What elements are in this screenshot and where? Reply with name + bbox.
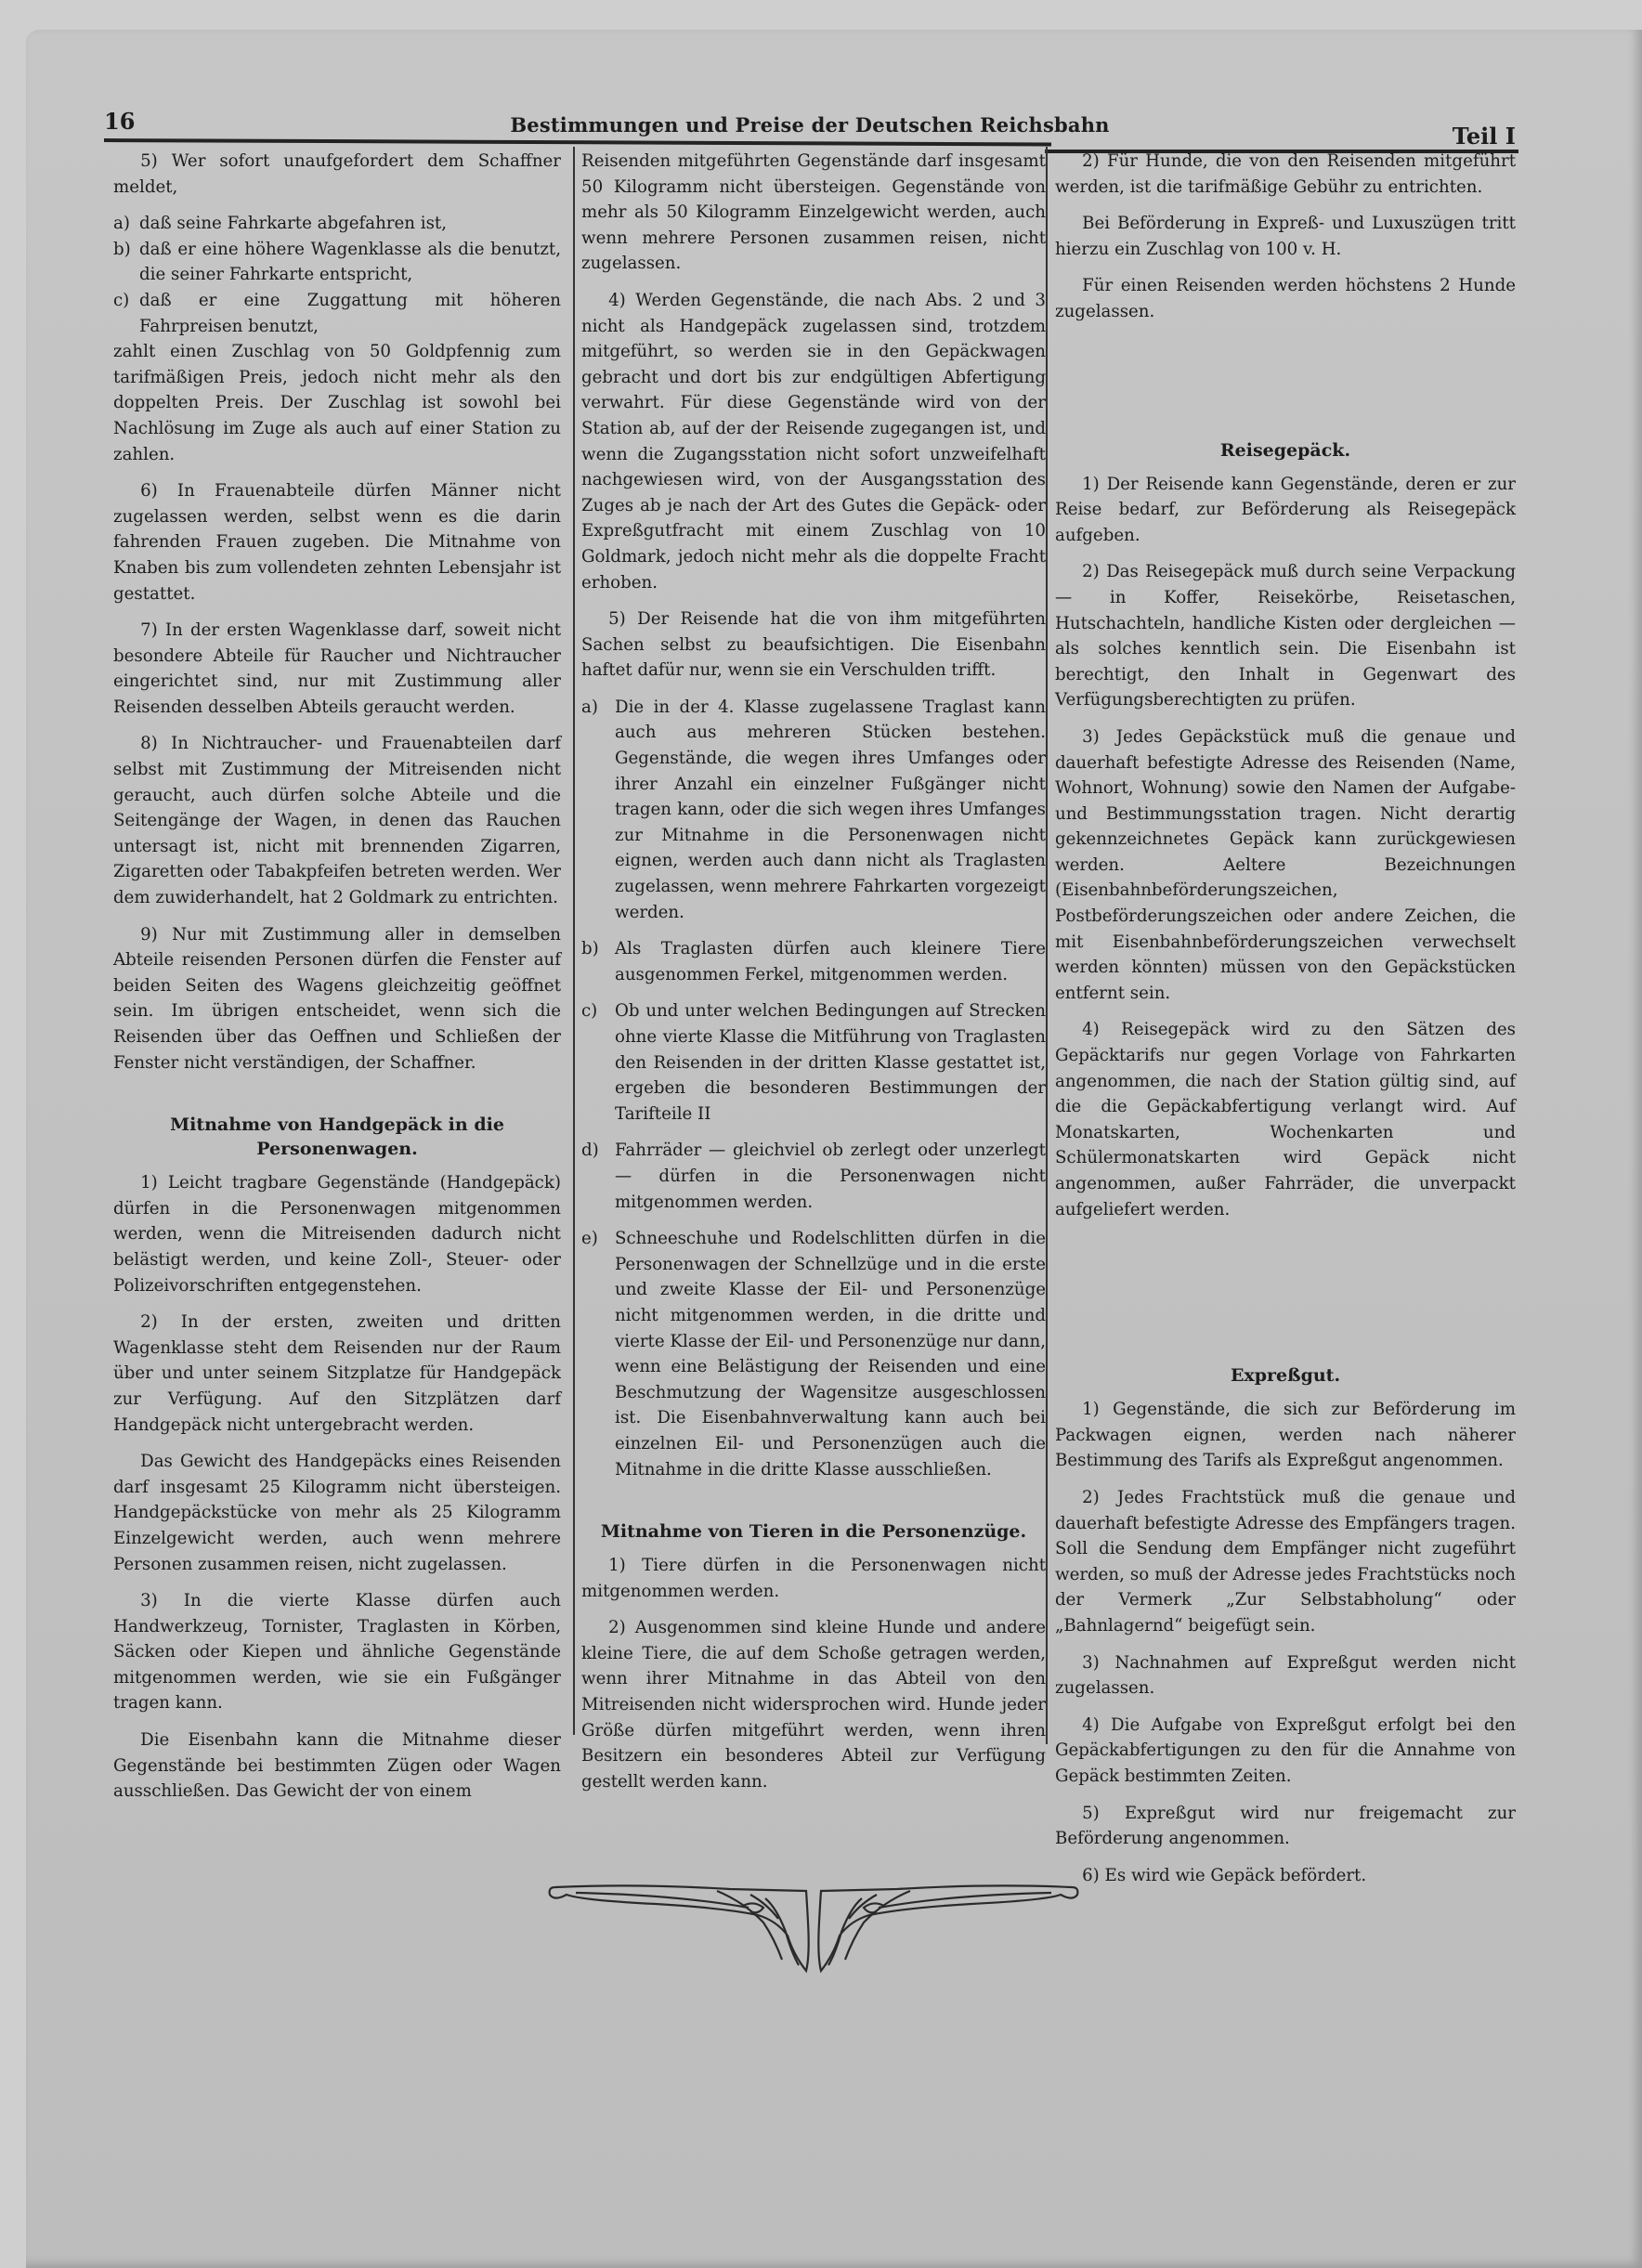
paragraph: zahlt einen Zuschlag von 50 Goldpfennig zum tarifmäßigen Preis, jedoch nicht mehr als den doppelten Preis. Der Zuschlag ist sowohl bei Nachlösung im Zuge als auch auf einer Station zu zahlen. <box>113 342 561 464</box>
paragraph: Das Gewicht des Handgepäcks eines Reisenden darf insgesamt 25 Kilogramm nicht übersteigen. Handgepäckstücke von mehr als 25 Kilogramm Einzelgewicht werden, auch wenn mehrere Personen zusammen reisen, nicht zugelassen. <box>113 1452 561 1574</box>
list-text: Die in der 4. Klasse zugelassene Traglast kann auch aus mehreren Stücken bestehen. Gegenstände, die wegen ihres Umfanges oder ihrer Anzahl ein einzelner Fußgänger nicht tragen kann, oder die sich wegen ihres Umfanges zur Mitnahme in die Personenwagen nicht eignen, werden auch dann nicht als Traglasten zugelassen, wenn mehrere Fahrkarten vorgezeigt werden. <box>615 697 1046 922</box>
paragraph: 2) In der ersten, zweiten und dritten Wagenklasse steht dem Reisenden nur der Raum über und unter seinem Sitzplatze für Handgepäck zur Verfügung. Auf den Sitzplätzen darf Handgepäck nicht untergebracht werden. <box>113 1312 561 1435</box>
paragraph: 3) Nachnahmen auf Expreßgut werden nicht zugelassen. <box>1055 1652 1516 1699</box>
paragraph: 1) Tiere dürfen in die Personenwagen nicht mitgenommen werden. <box>581 1556 1046 1601</box>
list-label: c) <box>113 290 130 310</box>
paragraph: 6) Es wird wie Gepäck befördert. <box>1082 1865 1367 1885</box>
paragraph: 5) Wer sofort unaufgefordert dem Schaffner meldet, <box>113 151 561 197</box>
paragraph: 1) Leicht tragbare Gegenstände (Handgepäck) dürfen in die Personenwagen mitgenommen werden, wenn die Mitreisenden dadurch nicht belästigt werden, und keine Zoll-, Steuer- oder Polizeivorschriften entgegenstehen. <box>113 1173 561 1296</box>
spacer <box>1055 336 1516 401</box>
section-heading-reisegepaeck: Reisegepäck. <box>1219 439 1351 461</box>
paragraph: 6) In Frauenabteile dürfen Männer nicht zugelassen werden, selbst wenn es die darin fahrenden Frauen zugeben. Die Mitnahme von Knaben bis zum vollendeten zehnten Lebensjahr ist gestattet. <box>113 481 561 604</box>
list-item <box>581 695 1046 925</box>
list-label: c) <box>581 1001 598 1022</box>
spacer <box>1055 1233 1516 1326</box>
list-text: Als Traglasten dürfen auch kleinere Tiere ausgenommen Ferkel, mitgenommen werden. <box>615 939 1046 984</box>
paragraph: Bei Beförderung in Expreß- und Luxuszügen tritt hierzu ein Zuschlag von 100 v. H. <box>1055 214 1516 259</box>
list-item <box>581 1226 1046 1482</box>
list-text: daß er eine Zuggattung mit höheren Fahrpreisen benutzt, <box>139 290 561 336</box>
paragraph: 4) Reisegepäck wird zu den Sätzen des Gepäcktarifs nur gegen Vorlage von Fahrkarten angenommen, die nach der Station gültig sind, auf die die Gepäckabfertigung verlangt wird. Auf Monatskarten, Wochenkarten und Schülermonatskarten wird Gepäck nicht angenommen, außer Fahrräder, die unverpackt aufgeliefert werden. <box>1055 1020 1516 1219</box>
list-item <box>581 936 1046 987</box>
list-item <box>113 211 561 237</box>
paragraph: 3) In die vierte Klasse dürfen auch Handwerkzeug, Tornister, Traglasten in Körben, Säcken oder Kiepen und ähnliche Gegenstände mitgenommen werden, wie sie ein Fußgänger tragen kann. <box>113 1591 561 1714</box>
column-divider <box>1046 147 1048 1744</box>
paragraph: 2) Jedes Frachtstück muß die genaue und dauerhaft befestigte Adresse des Empfängers tragen. Soll die Sendung dem Empfänger nicht zugeführt werden, so muß der Adresse jedes Frachtstücks noch der Vermerk „Zur Selbstabholung“ oder „Bahnlagernd“ beigefügt sein. <box>1055 1487 1516 1636</box>
list-item <box>581 1138 1046 1215</box>
paragraph: 2) Für Hunde, die von den Reisenden mitgeführt werden, ist die tarifmäßige Gebühr zu entrichten. <box>1055 151 1516 197</box>
paragraph: 3) Jedes Gepäckstück muß die genaue und dauerhaft befestigte Adresse des Reisenden (Name, Wohnort, Wohnung) sowie den Namen der Aufgabe- und Bestimmungsstation tragen. Nicht derartig gekennzeichnetes Gepäck kann zurückgewiesen werden. Aeltere Bezeichnungen (Eisenbahnbeförderungszeichen, Postbeförderungszeichen oder andere Zeichen, die mit Eisenbahnbeförderungszeichen verwechselt werden könnten) müssen von den Gepäckstücken entfernt sein. <box>1055 726 1516 1003</box>
list-label: b) <box>113 239 131 259</box>
paragraph: 2) Das Reisegepäck muß durch seine Verpackung — in Koffer, Reisekörbe, Reisetaschen, Hutschachteln, handliche Kisten oder dergleichen — als solches kenntlich sein. Die Eisenbahn ist berechtigt, den Inhalt in Gegenwart des Verfügungsberechtigten zu prüfen. <box>1055 562 1516 710</box>
paragraph: 2) Ausgenommen sind kleine Hunde und andere kleine Tiere, die auf dem Schoße getragen werden, wenn ihrer Mitnahme in das Abteil von den Mitreisenden nicht widersprochen wird. Hunde jeder Größe dürfen mitgeführt werden, wenn ihren Besitzern ein besonderes Abteil zur Verfügung gestellt werden kann. <box>581 1618 1046 1792</box>
list-item <box>113 237 561 288</box>
page-number: 16 <box>104 108 136 135</box>
list-item <box>113 288 561 339</box>
running-title: Bestimmungen und Preise der Deutschen Reichsbahn <box>510 113 1110 137</box>
paragraph: 4) Werden Gegenstände, die nach Abs. 2 und 3 nicht als Handgepäck zugelassen sind, trotzdem mitgeführt, so werden sie in den Gepäckwagen gebracht und dort bis zur endgültigen Abfertigung verwahrt. Für diese Gegenstände wird von der Station ab, auf der der Reisende zugegangen ist, und wenn die Zugangsstation nicht sofort unzweifelhaft nachgewiesen wird, von der Ausgangsstation des Zuges ab je nach der Art des Gutes die Gepäck- oder Expreßgutfracht mit einem Zuschlag von 10 Goldmark, jedoch nicht mehr als die doppelte Fracht erhoben. <box>581 290 1046 593</box>
paragraph: Für einen Reisenden werden höchstens 2 Hunde zugelassen. <box>1055 276 1516 321</box>
paragraph: 1) Gegenstände, die sich zur Beförderung im Packwagen eignen, werden nach näherer Bestimmung des Tarifs als Expreßgut angenommen. <box>1055 1400 1516 1471</box>
section-heading-handgepaeck: Mitnahme von Handgepäck in die Personenwagen. <box>170 1114 504 1160</box>
column-divider <box>573 147 575 1735</box>
paragraph: 7) In der ersten Wagenklasse darf, soweit nicht besondere Abteile für Raucher und Nichtraucher eingerichtet sind, nur mit Zustimmung aller Reisenden desselben Abteils geraucht werden. <box>113 620 561 717</box>
list-label: a) <box>581 697 598 717</box>
paragraph: 4) Die Aufgabe von Expreßgut erfolgt bei den Gepäckabfertigungen zu den für die Annahme von Gepäck bestimmten Zeiten. <box>1055 1714 1516 1786</box>
paragraph: 8) In Nichtraucher- und Frauenabteilen darf selbst mit Zustimmung der Mitreisenden nicht geraucht, auch dürfen solche Abteile und die Seitengänge der Wagen, in denen das Rauchen untersagt ist, nicht mit brennenden Zigarren, Zigaretten oder Tabakpfeifen betreten werden. Wer dem zuwiderhandelt, hat 2 Goldmark zu entrichten. <box>113 734 561 908</box>
column-3 <box>1055 149 1516 1899</box>
column-2 <box>581 149 1046 1805</box>
list-label: a) <box>113 214 130 234</box>
column-1 <box>113 149 561 1816</box>
list-text: Ob und unter welchen Bedingungen auf Strecken ohne vierte Klasse die Mitführung von Traglasten den Reisenden in der dritten Klasse gestattet ist, ergeben die besonderen Bestimmungen der Tarifteile II <box>615 1001 1046 1124</box>
list-label: e) <box>581 1229 598 1249</box>
paragraph: 1) Der Reisende kann Gegenstände, deren er zur Reise bedarf, zur Beförderung als Reisegepäck aufgeben. <box>1055 474 1516 545</box>
paragraph: 5) Der Reisende hat die von ihm mitgeführten Sachen selbst zu beaufsichtigen. Die Eisenbahn haftet dafür nur, wenn sie ein Verschulden trifft. <box>581 609 1046 681</box>
list-text: Schneeschuhe und Rodelschlitten dürfen in die Personenwagen der Schnellzüge und in die erste und zweite Klasse der Eil- und Personenzüge nicht mitgenommen werden, in die dritte und vierte Klasse der Eil- und Personenzüge nur dann, wenn eine Belästigung der Reisenden und eine Beschmutzung der Wagensitze ausgeschlossen ist. Die Eisenbahnverwaltung kann auch bei einzelnen Eil- und Personenzügen auch die Mitnahme in die dritte Klasse ausschließen. <box>615 1229 1046 1479</box>
list-item <box>581 998 1046 1127</box>
list-text: daß seine Fahrkarte abgefahren ist, <box>139 214 448 234</box>
paragraph: 5) Expreßgut wird nur freigemacht zur Beförderung angenommen. <box>1055 1803 1516 1849</box>
section-heading-tiere: Mitnahme von Tieren in die Personenzüge. <box>600 1521 1027 1543</box>
section-heading-expressgut: Expreßgut. <box>1230 1365 1341 1387</box>
list-label: b) <box>581 939 599 959</box>
list-text: Fahrräder — gleichviel ob zerlegt oder unzerlegt — dürfen in die Personenwagen nicht mitgenommen werden. <box>615 1141 1046 1212</box>
paragraph: 9) Nur mit Zustimmung aller in demselben Abteile reisenden Personen dürfen die Fenster auf beiden Seiten des Wagens gleichzeitig geöffnet sein. Im übrigen entscheidet, wenn sich die Reisenden über das Oeffnen und Schließen der Fenster nicht verständigen, der Schaffner. <box>113 924 561 1073</box>
list-text: daß er eine höhere Wagenklasse als die benutzt, die seiner Fahrkarte entspricht, <box>139 239 561 285</box>
paragraph: Reisenden mitgeführten Gegenstände darf insgesamt 50 Kilogramm nicht übersteigen. Gegenstände von mehr als 50 Kilogramm Einzelgewicht werden, auch wenn mehrere Personen zusammen reisen, nicht zugelassen. <box>581 151 1046 274</box>
part-label: Teil I <box>1452 123 1516 150</box>
list-label: d) <box>581 1141 599 1161</box>
paragraph: Die Eisenbahn kann die Mitnahme dieser Gegenstände bei bestimmten Zügen oder Wagen ausschließen. Das Gewicht der von einem <box>113 1730 561 1802</box>
art-nouveau-ornament-icon <box>544 1867 1083 1978</box>
